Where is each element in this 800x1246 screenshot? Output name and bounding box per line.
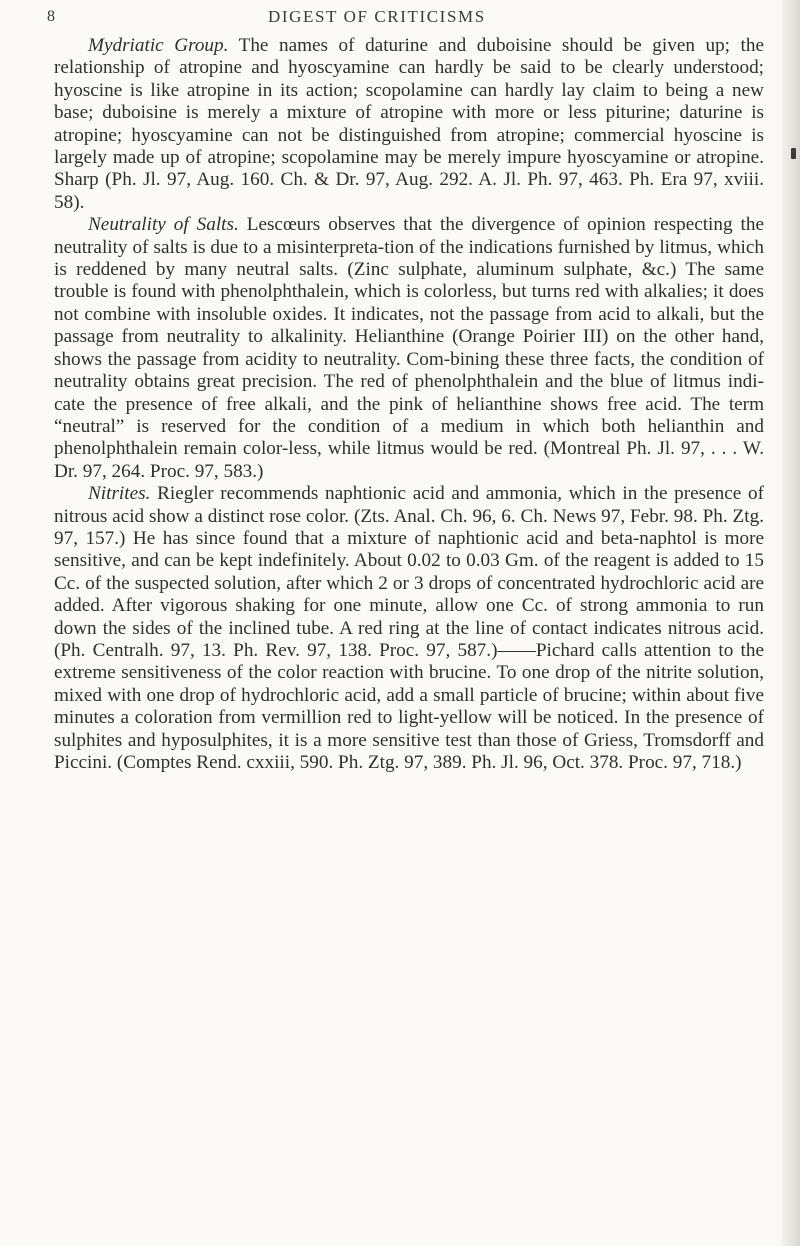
paragraph-text: The names of daturine and duboisine should be given up; the relationship of atropine and hyoscyamine can hardly be said to be clearly understood; hyoscine is like atropine in its action; scopolamine can hardly lay claim to being a new base; duboisine is merely a mixture of atropine with more or less piturine; daturine is atropine; hyoscyamine can not be distinguished from atropine; commercial hyoscine is largely made up of atropine; scopolamine may be merely impure hyoscyamine or atropine. Sharp (Ph. Jl. 97, Aug. 160. Ch. & Dr. 97, Aug. 292. A. Jl. Ph. 97, 463. Ph. Era 97, xviii. 58). — [54, 35, 764, 213]
paragraph-neutrality-of-salts — [54, 214, 764, 483]
paragraph-title: Nitrites. — [88, 483, 151, 505]
page-edge-mark — [791, 148, 796, 159]
paragraph-title: Neutrality of Salts. — [88, 214, 239, 236]
paragraph-title: Mydriatic Group. — [88, 35, 229, 56]
page-header — [0, 2, 800, 30]
paragraph-nitrites — [54, 483, 764, 774]
page-number: 8 — [47, 8, 55, 25]
page-edge-shadow — [782, 0, 800, 1246]
paragraph-text: Riegler recommends naphtionic acid and ammonia, which in the presence of nitrous acid show a distinct rose color. (Zts. Anal. Ch. 96, 6. Ch. News 97, Febr. 98. Ph. Ztg. 97, 157.) He has since found that a mixture of naphtionic acid and beta-naphtol is more sensitive, and can be kept indefinitely. About 0.02 to 0.03 Gm. of the reagent is added to 15 Cc. of the suspected solution, after which 2 or 3 drops of concentrated hydrochloric acid are added. After vigorous shaking for one minute, allow one Cc. of strong ammonia to run down the sides of the inclined tube. A red ring at the line of contact indicates nitrous acid. (Ph. Centralh. 97, 13. Ph. Rev. 97, 138. Proc. 97, 587.)——Pichard calls attention to the extreme sensitiveness of the color reaction with brucine. To one drop of the nitrite solution, mixed with one drop of hydrochloric acid, add a small particle of brucine; within about five minutes a coloration from vermillion red to light-yellow will be noticed. In the presence of sulphites and hyposulphites, it is a more sensitive test than those of Griess, Tromsdorff and Piccini. (Comptes Rend. cxxiii, 590. Ph. Ztg. 97, 389. Ph. Jl. 96, Oct. 378. Proc. 97, 718.) — [54, 483, 764, 773]
paragraph-mydriatic-group — [54, 35, 764, 214]
text-body — [54, 35, 764, 774]
running-head: DIGEST OF CRITICISMS — [268, 7, 486, 26]
paragraph-text: Lescœurs observes that the divergence of opinion respecting the neutrality of salts is due to a misinterpreta-tion of the indications furnished by litmus, which is reddened by many neutral salts. (Zinc sulphate, aluminum sulphate, &c.) The same trouble is found with phenolphthalein, which is colorless, but turns red with alkalies; it does not combine with insoluble oxides. It indicates, not the passage from acid to alkali, but the passage from neutrality to alkalinity. Helianthine (Orange Poirier III) on the other hand, shows the passage from acidity to neutrality. Com-bining these three facts, the condition of neutrality obtains great precision. The red of phenolphthalein and the blue of litmus indi-cate the presence of free alkali, and the pink of helianthine shows free acid. The term “neutral” is reserved for the condition of a medium in which both helianthin and phenolphthalein remain color-less, while litmus would be red. (Montreal Ph. Jl. 97, . . . W. Dr. 97, 264. Proc. 97, 583.) — [54, 214, 764, 482]
